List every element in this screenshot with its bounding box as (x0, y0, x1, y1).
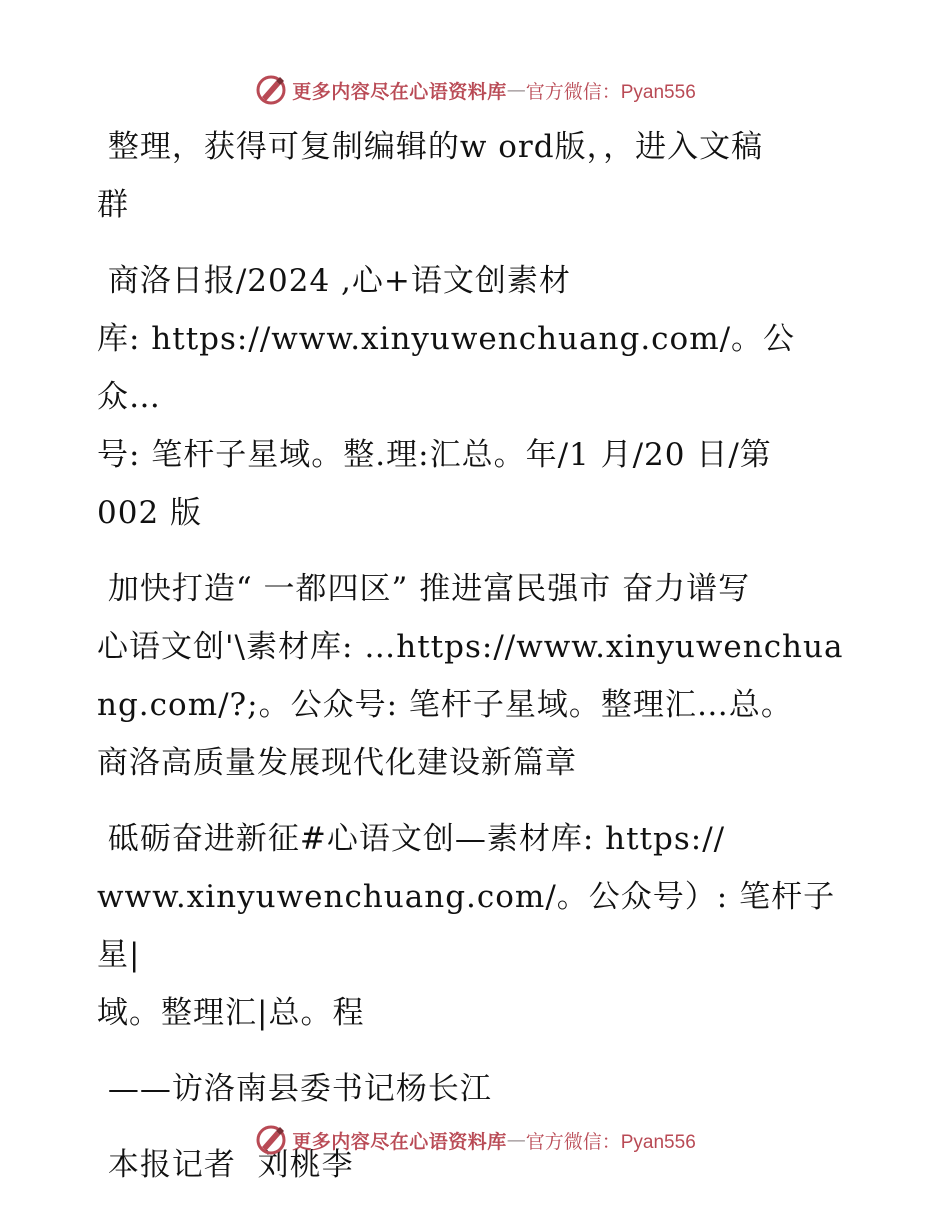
text-line: 砥砺奋进新征#心语文创—素材库: https:// (97, 821, 726, 857)
watermark-footer (0, 1120, 950, 1160)
text-line: 整理，获得可复制编辑的w ord版，，进入文稿 (97, 129, 764, 165)
paragraph-interview (97, 1060, 857, 1118)
paragraph-source (97, 252, 857, 542)
text-line: 群 (97, 187, 129, 223)
pen-ring-logo-icon (254, 1123, 288, 1157)
document-body (97, 118, 857, 1212)
watermark-separator: — (506, 79, 526, 101)
text-line: 心语文创'\素材库: …https://www.xinyuwenchua (97, 629, 844, 665)
watermark-separator: — (506, 1129, 526, 1151)
text-line: www.xinyuwenchuang.com/。公众号）: 笔杆子星| (97, 879, 836, 973)
text-line: 本报记者 刘桃李 (97, 1147, 354, 1183)
watermark-wechat: 官方微信：Pyan556 (525, 1131, 696, 1153)
text-line: 商洛日报/2024 ,心+语文创素材 (97, 263, 571, 299)
paragraph-subhead (97, 810, 857, 1042)
text-line: 号: 笔杆子星域。整.理:汇总。年/1 月/20 日/第 (97, 437, 772, 473)
watermark-header (0, 70, 950, 110)
text-line: 002 版 (97, 495, 203, 531)
watermark-text: 更多内容尽在心语资料库 (292, 1130, 507, 1153)
paragraph-intro (97, 118, 857, 234)
watermark-wechat: 官方微信：Pyan556 (525, 81, 696, 103)
text-line: 域。整理汇|总。程 (97, 995, 365, 1031)
text-line: ——访洛南县委书记杨长江 (97, 1071, 492, 1107)
paragraph-headline (97, 560, 857, 792)
text-line: 商洛高质量发展现代化建设新篇章 (97, 745, 577, 781)
text-line: 库: https://www.xinyuwenchuang.com/。公众… (97, 321, 796, 415)
text-line: 加快打造“ 一都四区” 推进富民强市 奋力谱写 (97, 571, 751, 607)
watermark-text: 更多内容尽在心语资料库 (292, 80, 507, 103)
text-line: ng.com/?;。公众号: 笔杆子星域。整理汇…总。 (97, 687, 793, 723)
pen-ring-logo-icon (254, 73, 288, 107)
